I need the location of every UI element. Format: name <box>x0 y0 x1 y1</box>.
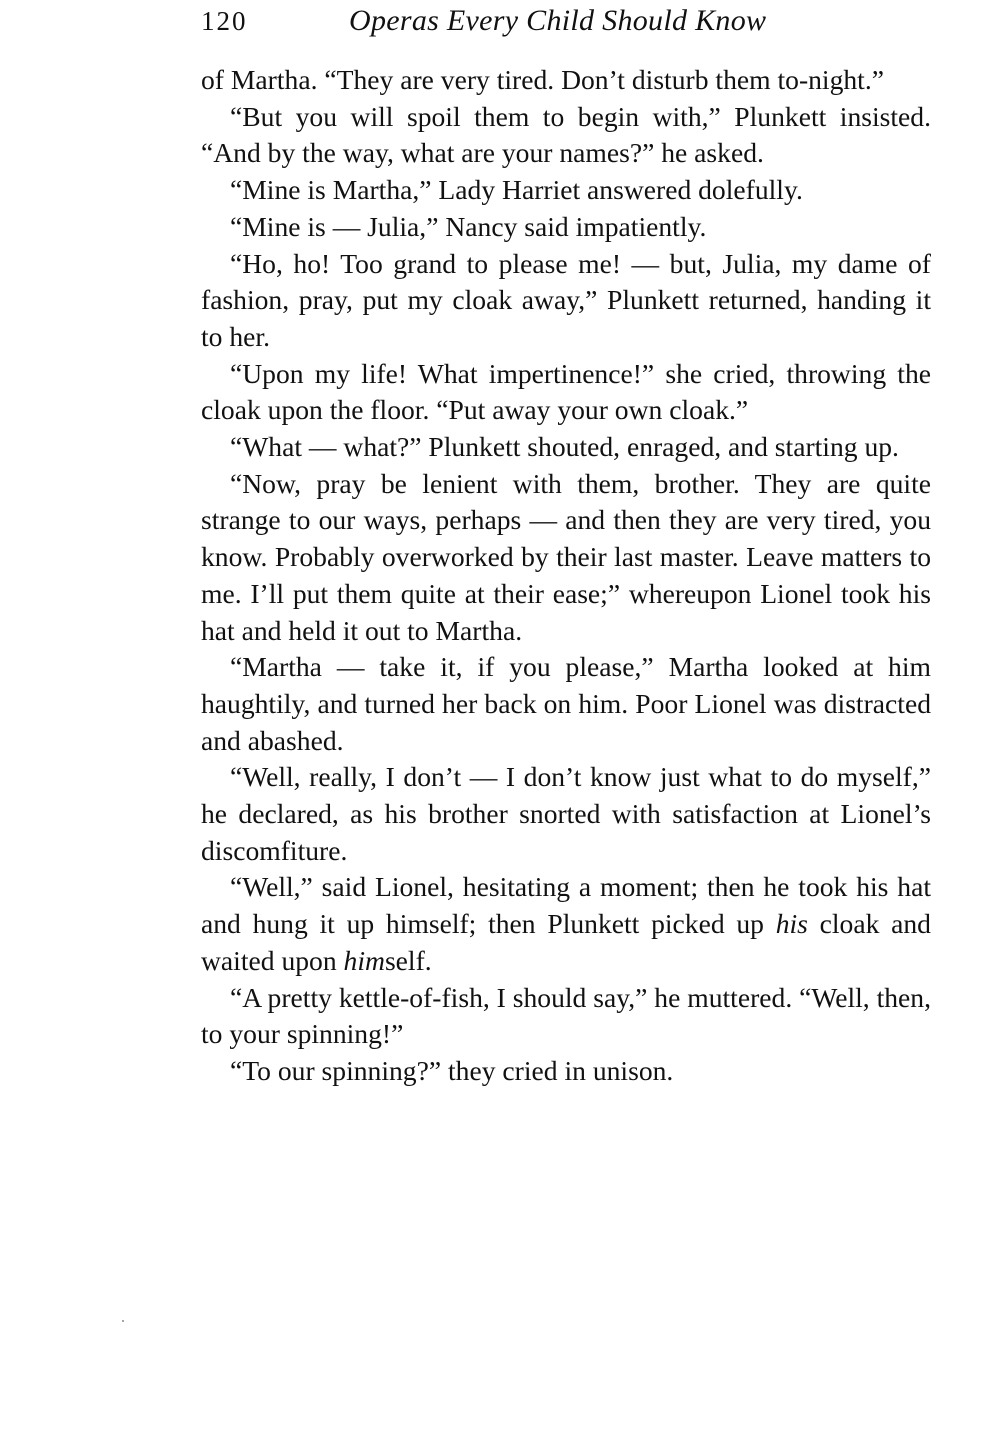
paragraph <box>201 869 931 979</box>
paragraph-text: “Well,” said Lionel, hesitating a moment; then he took his hat and hung it up himself; then Plunkett picked up <box>201 871 931 940</box>
emphasis: his <box>775 908 808 940</box>
text-body <box>201 62 931 1090</box>
paragraph: “But you will spoil them to begin with,” Plunkett insisted. “And by the way, what are your names?” he asked. <box>201 100 931 169</box>
paragraph: “A pretty kettle-of-fish, I should say,” he muttered. “Well, then, to your spinning!” <box>201 981 931 1050</box>
paragraph: “Martha — take it, if you please,” Martha looked at him haughtily, and turned her back on him. Poor Lionel was distracted and abashed. <box>201 651 931 756</box>
paragraph: “Well, really, I don’t — I don’t know just what to do myself,” he declared, as his brother snorted with satisfaction at Lionel’s discomfiture. <box>201 761 931 866</box>
emphasis: him <box>343 944 385 976</box>
page-number: 120 <box>201 6 248 36</box>
print-speck <box>122 1320 124 1322</box>
paragraph: “Mine is — Julia,” Nancy said impatiently. <box>230 210 707 242</box>
paragraph: “Ho, ho! Too grand to please me! — but, Julia, my dame of fashion, pray, put my cloak away,” Plunkett returned, handing it to her. <box>201 247 931 352</box>
paragraph: “Upon my life! What impertinence!” she cried, throwing the cloak upon the floor. “Put away your own cloak.” <box>201 357 931 426</box>
paragraph: “What — what?” Plunkett shouted, enraged, and starting up. <box>230 431 899 463</box>
paragraph-text: cloak and waited upon <box>201 908 931 976</box>
paragraph: “Now, pray be lenient with them, brother. They are quite strange to our ways, perhaps — and then they are very tired, you know. Probably overworked by their last master. Leave matters to me. I’ll put them quite at their ease;” whereupon Lionel took his hat and held it out to Martha. <box>201 467 931 646</box>
paragraph-text: self. <box>384 944 432 976</box>
paragraph: “Mine is Martha,” Lady Harriet answered dolefully. <box>230 174 803 206</box>
running-title: Operas Every Child Should Know <box>349 4 767 37</box>
running-header <box>201 2 931 42</box>
paragraph: “To our spinning?” they cried in unison. <box>230 1054 674 1086</box>
paragraph: of Martha. “They are very tired. Don’t disturb them to-night.” <box>201 64 884 95</box>
